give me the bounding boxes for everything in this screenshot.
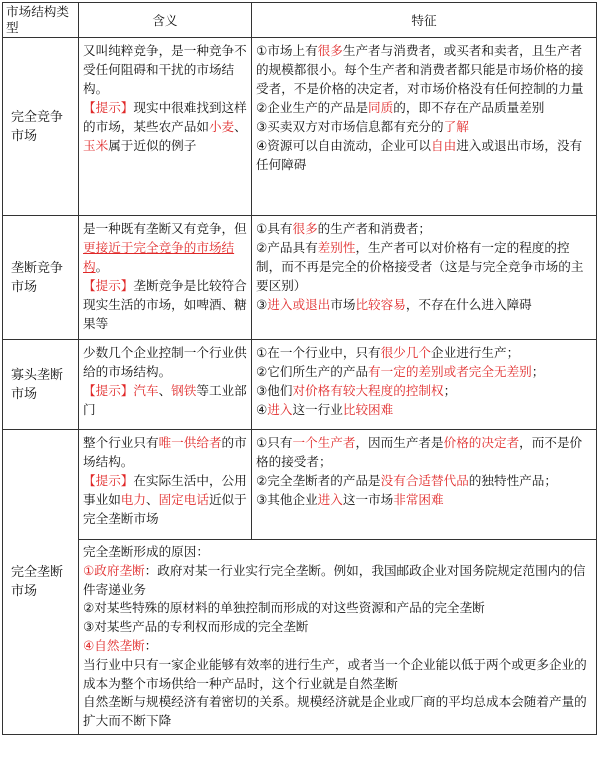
text-run: 整个行业只有	[83, 435, 159, 450]
formation-line	[83, 618, 592, 637]
text-run: ：政府对某一行业实行完全垄断。例如，我国邮政企业对国务院规定范围内的信件寄递业务	[83, 562, 586, 597]
table-row	[3, 430, 597, 540]
text-run: ①市场上有	[256, 43, 318, 58]
market-type: 寡头垄断市场	[3, 340, 79, 430]
formation-line	[83, 656, 592, 694]
text-run: ，因而生产者是	[355, 435, 444, 450]
highlight-text: 比较困难	[342, 402, 394, 417]
highlight-text: 【提示】	[83, 473, 134, 488]
feature-item	[256, 471, 592, 490]
meaning-para	[83, 98, 247, 155]
meaning-para	[83, 276, 247, 333]
highlight-text: 电力	[120, 492, 146, 507]
highlight-text: 同质	[368, 100, 394, 115]
feature-item	[256, 343, 592, 362]
feature-item	[256, 490, 592, 509]
formation-line	[83, 599, 592, 618]
highlight-text: 自由	[431, 138, 457, 153]
text-run: 、	[145, 492, 159, 507]
highlight-text: 差别性	[317, 240, 356, 255]
market-structure-table	[2, 2, 597, 735]
highlight-text: 很少几个	[380, 345, 432, 360]
text-run: ，而不是价格的接受者；	[256, 435, 583, 469]
text-run: 又叫纯粹竞争，是一种竞争不受任何阻碍和干扰的市场结构。	[83, 43, 247, 96]
meaning-para	[83, 219, 247, 276]
text-run: ②企业生产的产品是	[256, 100, 369, 115]
text-run: 自然垄断与规模经济有着密切的关系。规模经济就是企业或厂商的平均总成本会随着产量的扩大而不断下降	[83, 694, 587, 729]
text-run: 市场	[330, 297, 356, 312]
text-run: ④	[256, 402, 268, 417]
highlight-text: 了解	[443, 119, 469, 134]
text-run: 。	[95, 259, 109, 274]
formation-line	[83, 693, 592, 731]
highlight-text: 很多	[292, 221, 318, 236]
text-run: ②它们所生产的产品	[256, 364, 369, 379]
features-cell	[252, 216, 597, 340]
text-run: 完全垄断形成的原因：	[83, 544, 209, 559]
features-cell	[252, 430, 597, 540]
text-run: 等工业部门	[83, 383, 247, 417]
highlight-text: 唯一供给者	[158, 435, 222, 450]
text-run: ②对某些特殊的原材料的单独控制而形成的对这些资源和产品的完全垄断	[83, 600, 485, 616]
highlight-text: 【提示】	[83, 100, 134, 115]
text-run: 少数几个企业控制一个行业供给的市场结构。	[83, 345, 247, 379]
text-run: ②产品具有	[256, 240, 318, 255]
feature-item	[256, 433, 592, 471]
highlight-text: 有一定的差别或者完全无差别	[368, 364, 532, 379]
text-run: ③	[256, 297, 268, 312]
feature-item	[256, 98, 592, 117]
feature-item	[256, 400, 592, 419]
meaning-cell	[79, 430, 252, 540]
text-run: ；	[531, 364, 545, 379]
text-run: 当行业中只有一家企业能够有效率的进行生产，或者当一个企业能以低于两个或更多企业的成本为整个市场供给一种产品时，这个行业就是自然垄断	[83, 656, 587, 691]
feature-item	[256, 362, 592, 381]
text-run: ，生产者可以对价格有一定的程度的控制，而不再是完全的价格接受者（这是与完全竞争市场的主要区别）	[256, 240, 584, 293]
text-run: 的，即不存在产品质量差别	[393, 100, 545, 115]
text-run: ④资源可以自由流动，企业可以	[256, 138, 432, 153]
feature-item	[256, 41, 592, 98]
highlight-text: 很多	[317, 43, 343, 58]
highlight-text: 【提示】	[83, 383, 134, 398]
text-run: ，不存在什么进入障碍	[405, 297, 532, 312]
text-run: ③他们	[256, 383, 293, 398]
highlight-text: 没有合适替代品	[380, 473, 469, 488]
text-run: 垄断竞争是比较符合现实生活的市场，如啤酒、糖果等	[83, 278, 247, 331]
highlight-text: 进入	[267, 402, 293, 417]
text-run: 这一行业	[292, 402, 343, 417]
meaning-cell	[79, 38, 252, 216]
table-row	[3, 38, 597, 216]
text-run: 的市场结构。	[83, 435, 247, 469]
highlight-text: ①政府垄断	[83, 562, 145, 578]
meaning-para	[83, 41, 247, 98]
feature-item	[256, 136, 592, 174]
header-features: 特征	[252, 3, 597, 38]
text-run: 进入或退出市场，没有任何障碍	[256, 138, 583, 172]
text-run: ③对某些产品的专利权而形成的完全垄断	[83, 619, 309, 635]
highlight-text: 固定电话	[158, 492, 209, 507]
text-run: 、	[158, 383, 172, 398]
feature-item	[256, 117, 592, 136]
text-run: 企业进行生产；	[431, 345, 520, 360]
feature-item	[256, 295, 592, 314]
text-run: 是一种既有垄断又有竞争，但	[83, 221, 247, 236]
meaning-para	[83, 433, 247, 471]
highlight-text: 一个生产者	[292, 435, 356, 450]
table-row	[3, 216, 597, 340]
text-run: ；	[443, 383, 457, 398]
features-cell	[252, 340, 597, 430]
text-run: ：	[144, 637, 158, 653]
text-run: ③其他企业	[256, 492, 318, 507]
highlight-text: 更接近于完全竞争的市场结构	[83, 240, 235, 274]
text-run: 的生产者和消费者；	[317, 221, 432, 236]
text-run: 生产者与消费者，或买者和卖者，且生产者的规模都很小。每个生产者和消费者都只能是市场价格的接受者，不是价格的决定者，对市场价格没有任何控制的力量	[256, 43, 584, 96]
meaning-para	[83, 471, 247, 528]
text-run: ①在一个行业中，只有	[256, 345, 381, 360]
meaning-para	[83, 381, 247, 419]
features-cell	[252, 38, 597, 216]
highlight-text: 对价格有较大程度的控制权	[292, 383, 444, 398]
highlight-text: 比较容易	[355, 297, 406, 312]
text-run: 近似于完全垄断市场	[83, 492, 247, 526]
text-run: 现实中很难找到这样的市场，某些农产品如	[83, 100, 247, 134]
meaning-cell	[79, 340, 252, 430]
text-run: ②完全垄断者的产品是	[256, 473, 381, 488]
highlight-text: 价格的决定者	[443, 435, 520, 450]
text-run: 、	[234, 119, 247, 134]
text-run: ③买卖双方对市场信息都有充分的	[256, 119, 444, 134]
highlight-text: 【提示】	[83, 278, 134, 293]
highlight-text: 汽车	[133, 383, 159, 398]
formation-line	[83, 543, 592, 562]
text-run: 在实际生活中，公用事业如	[83, 473, 247, 507]
highlight-text: 玉米	[83, 138, 109, 153]
text-run: ①具有	[256, 221, 293, 236]
highlight-text: 小麦	[208, 119, 235, 134]
market-type: 垄断竞争市场	[3, 216, 79, 340]
formation-line	[83, 562, 592, 600]
header-meaning: 含义	[79, 3, 252, 38]
header-row	[3, 3, 597, 38]
text-run: 的独特性产品；	[468, 473, 557, 488]
highlight-text: 非常困难	[393, 492, 444, 507]
highlight-text: 进入或退出	[267, 297, 331, 312]
feature-item	[256, 381, 592, 400]
highlight-text: 钢铁	[171, 383, 197, 398]
table-row	[3, 340, 597, 430]
text-run: 这一市场	[342, 492, 394, 507]
header-type: 市场结构类型	[3, 3, 79, 38]
formation-cell	[79, 540, 597, 735]
text-run: ①只有	[256, 435, 293, 450]
meaning-para	[83, 343, 247, 381]
text-run: 属于近似的例子	[108, 138, 197, 153]
feature-item	[256, 219, 592, 238]
market-type: 完全垄断市场	[3, 430, 79, 735]
feature-item	[256, 238, 592, 295]
meaning-cell	[79, 216, 252, 340]
formation-line	[83, 637, 592, 656]
market-type: 完全竞争市场	[3, 38, 79, 216]
highlight-text: 进入	[317, 492, 343, 507]
highlight-text: ④自然垄断	[83, 637, 145, 653]
formation-row	[3, 540, 597, 735]
